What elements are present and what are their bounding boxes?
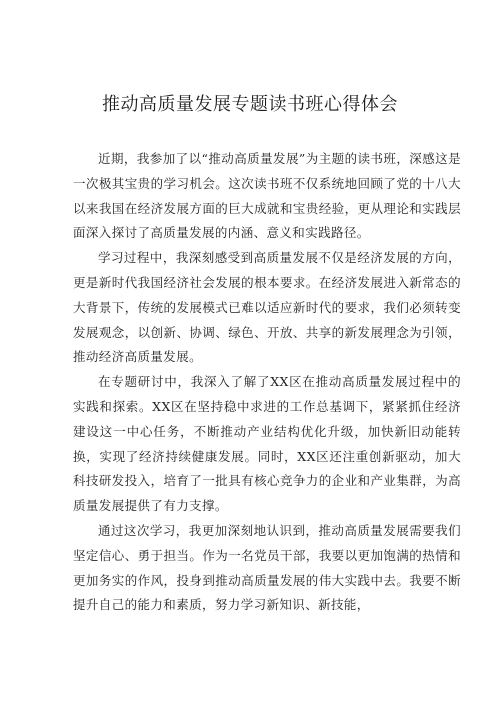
paragraph-3: 在专题研讨中，我深入了解了XX区在推动高质量发展过程中的实践和探索。XX区在坚持稳中求进的工作总基调下，紧紧抓住经济建设这一中心任务，不断推动产业结构优化升级，加快新旧动能转换，实现了经济持续健康发展。同时，XX区还注重创新驱动，加大科技研发投入，培育了一批具有核心竞争力的企业和产业集群，为高质量发展提供了有力支撑。 [73,374,461,514]
paragraph-2: 学习过程中，我深刻感受到高质量发展不仅是经济发展的方向，更是新时代我国经济社会发展的根本要求。在经济发展进入新常态的大背景下，传统的发展模式已难以适应新时代的要求，我们必须转变发展观念，以创新、协调、绿色、开放、共享的新发展理念为引领，推动经济高质量发展。 [73,250,461,365]
paragraph-1: 近期，我参加了以“推动高质量发展”为主题的读书班，深感这是一次极其宝贵的学习机会。这次读书班不仅系统地回顾了党的十八大以来我国在经济发展方面的巨大成就和宝贵经验，更从理论和实践层面深入探讨了高质量发展的内涵、意义和实践路径。 [73,151,461,241]
page-title: 推动高质量发展专题读书班心得体会 [102,94,398,115]
document-body [73,147,461,618]
paragraph-4: 通过这次学习，我更加深刻地认识到，推动高质量发展需要我们坚定信心、勇于担当。作为一名党员干部，我要以更加饱满的热情和更加务实的作风，投身到推动高质量发展的伟大实践中去。我要不断提升自己的能力和素质，努力学习新知识、新技能， [73,522,461,613]
